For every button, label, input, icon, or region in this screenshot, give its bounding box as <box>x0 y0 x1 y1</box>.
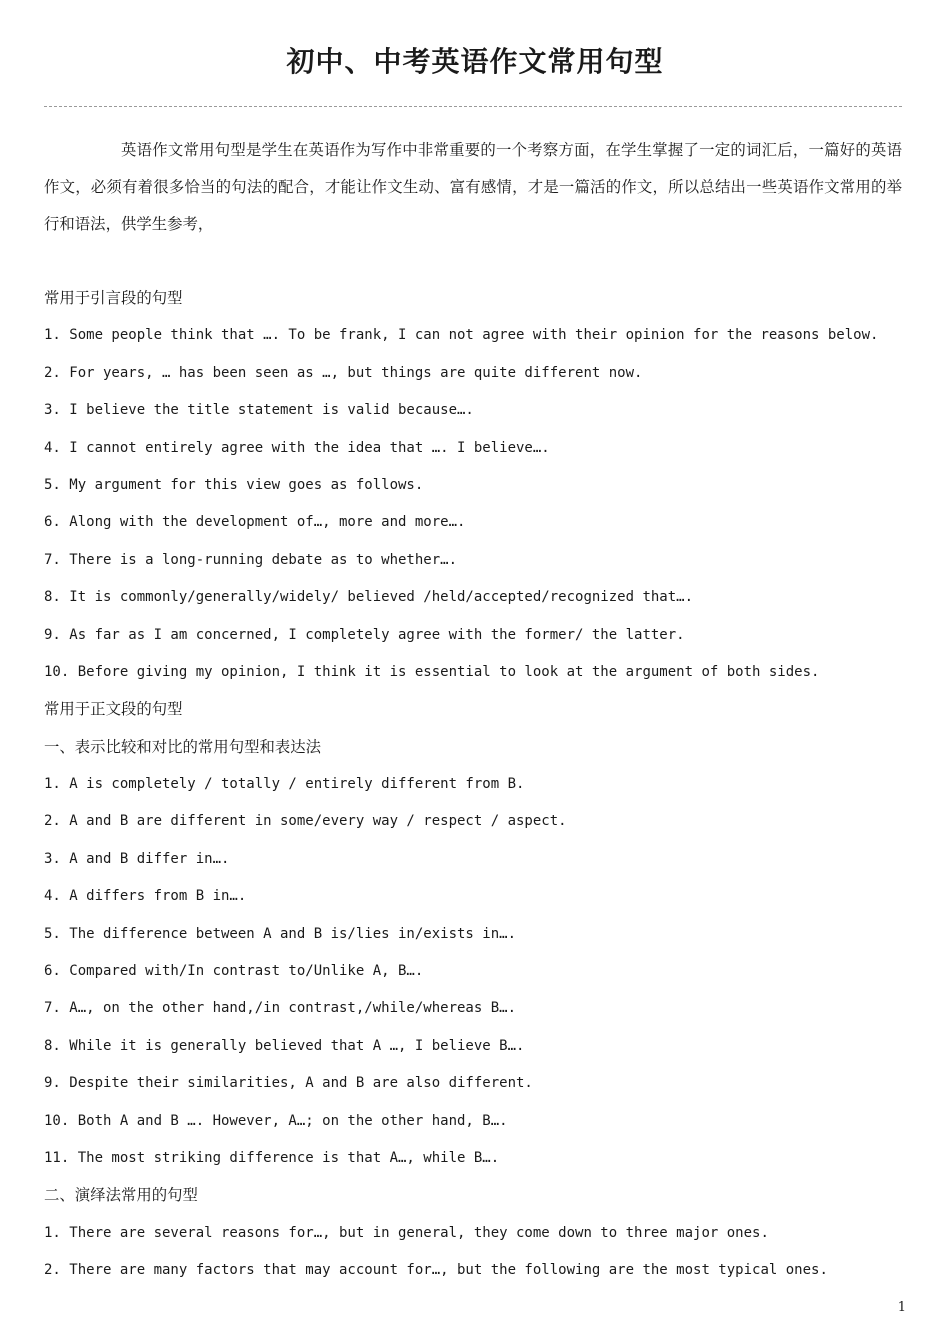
section-heading: 一、表示比较和对比的常用句型和表达法 <box>44 737 322 756</box>
section-heading: 常用于引言段的句型 <box>44 289 183 307</box>
page-number: 1 <box>897 1300 906 1315</box>
sentence-pattern-item: 5. My argument for this view goes as follows. <box>44 476 424 493</box>
sentence-pattern-item: 8. It is commonly/generally/widely/ believed /held/accepted/recognized that…. <box>44 589 694 606</box>
sentence-pattern-item: 9. As far as I am concerned, I completely agree with the former/ the latter. <box>44 626 685 643</box>
sentence-pattern-item: 2. For years, … has been seen as …, but things are quite different now. <box>44 364 643 381</box>
sentence-patterns-list <box>44 280 924 1290</box>
sentence-pattern-item: 7. A…, on the other hand,/in contrast,/while/whereas B…. <box>44 1000 517 1017</box>
sentence-pattern-item: 4. A differs from B in…. <box>44 888 247 905</box>
sentence-pattern-item: 10. Before giving my opinion, I think it is essential to look at the argument of both sides. <box>44 663 820 680</box>
sentence-pattern-item: 1. Some people think that …. To be frank, I can not agree with their opinion for the reasons below. <box>44 327 879 344</box>
sentence-pattern-item: 3. I believe the title statement is valid because…. <box>44 402 474 419</box>
sentence-pattern-item: 10. Both A and B …. However, A…; on the other hand, B…. <box>44 1112 508 1129</box>
section-heading: 二、演绎法常用的句型 <box>44 1186 198 1205</box>
sentence-pattern-item: 1. There are several reasons for…, but in general, they come down to three major ones. <box>44 1224 769 1241</box>
sentence-pattern-item: 11. The most striking difference is that A…, while B…. <box>44 1149 500 1166</box>
sentence-pattern-item: 7. There is a long-running debate as to whether…. <box>44 551 458 568</box>
sentence-pattern-item: 8. While it is generally believed that A …, I believe B…. <box>44 1037 525 1054</box>
section-heading: 常用于正文段的句型 <box>44 700 183 719</box>
sentence-pattern-item: 2. There are many factors that may account for…, but the following are the most typical ones. <box>44 1262 828 1279</box>
sentence-pattern-item: 6. Compared with/In contrast to/Unlike A, B…. <box>44 963 424 980</box>
sentence-pattern-item: 2. A and B are different in some/every way / respect / aspect. <box>44 813 567 830</box>
sentence-pattern-item: 9. Despite their similarities, A and B are also different. <box>44 1075 533 1092</box>
sentence-pattern-item: 4. I cannot entirely agree with the idea that …. I believe…. <box>44 439 550 456</box>
sentence-pattern-item: 6. Along with the development of…, more and more…. <box>44 514 466 531</box>
document-title: 初中、中考英语作文常用句型 <box>286 45 664 78</box>
sentence-pattern-item: 3. A and B differ in…. <box>44 850 230 867</box>
intro-paragraph: 英语作文常用句型是学生在英语作为写作中非常重要的一个考察方面，在学生掌握了一定的词汇后，一篇好的英语作文，必须有着很多恰当的句法的配合，才能让作文生动、富有感情，才是一篇活的作文，所以总结出一些英语作文常用的举行和语法，供学生参考， <box>44 141 902 233</box>
sentence-pattern-item: 1. A is completely / totally / entirely different from B. <box>44 776 525 793</box>
sentence-pattern-item: 5. The difference between A and B is/lies in/exists in…. <box>44 925 517 942</box>
header-divider <box>44 106 902 107</box>
